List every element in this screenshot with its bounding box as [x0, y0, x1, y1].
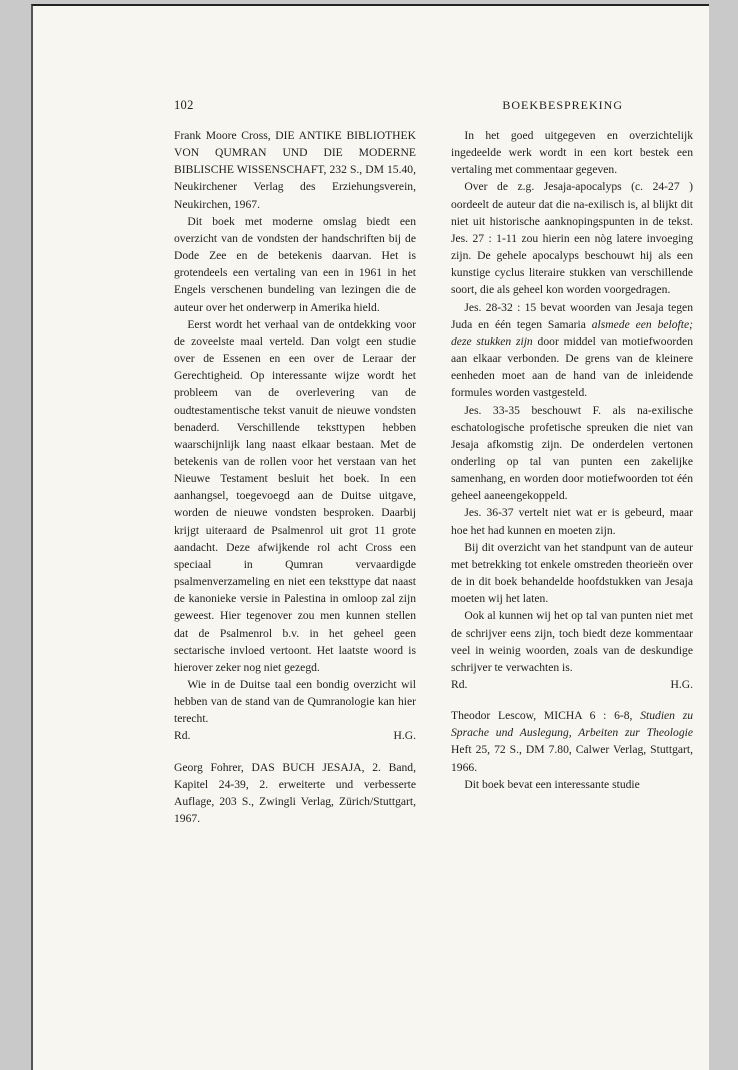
citation-text: Heft 25, 72 S., DM 7.80, Calwer Verlag, Stuttgart, 1966.: [451, 743, 693, 774]
review-paragraph: In het goed uitgegeven en overzichtelijk ingedeelde werk wordt in een kort bestek een vertaling met commentaar gegeven.: [451, 129, 693, 177]
review-paragraph: Over de z.g. Jesaja-apocalyps (c. 24-27 ) oordeelt de auteur dat die na-exilisch is, al blijkt dit niet uit historische aanknopingspunten in de tekst. Jes. 27 : 1-11 zou hierin een nòg latere invoeging zijn. De gehele apocalyps beschouwt hij als een kunstige cyclus literaire stukken van verschillende soort, die als geheel kon worden voorgedragen.: [451, 180, 693, 297]
paragraph-text: Jes. 28-32 : 15 bevat woorden van Jesaja tegen Juda en één tegen Samaria: [451, 300, 693, 331]
review-paragraph: Dit boek bevat een interessante studie: [464, 777, 640, 791]
review-paragraph: Dit boek met moderne omslag biedt een overzicht van de vondsten der handschriften bij de Dode Zee en de betekenis daarvan. Het is grotendeels een vertaling van een in 1961 in het Engels verschenen bundeling van lezingen die de auteur over het onderwerp in Amerika hield.: [174, 214, 416, 314]
review-paragraph: Eerst wordt het verhaal van de ontdekking voor de zoveelste maal verteld. Dan volgt een studie over de Essenen en een over de Leraar der Gerechtigheid. Op interessante wijze wordt het probleem van de overlevering van de oudtestamentische tekst vanuit de nieuwe vondsten benaderd. Verschillende teksttypen hebben waarschijnlijk lang naast elkaar bestaan. Met de betekenis van de rollen voor het verstaan van het Nieuwe Testament besluit het boek. In een aanhangsel, toegevoegd aan de Duitse uitgave, worden de nieuwe vondsten besproken. Daarbij krijgt uiteraard de Psalmenrol uit grot 11 grote aandacht. Deze afwijkende rol acht Cross een speciaal in Qumran vervaardigde psalmenverzameling en niet een teksttype dat naast de kanonieke versie in Palestina in omloop zal zijn geweest. Hier tegenover zou men kunnen stellen dat de Psalmenrol b.v. in het geheel geen sectarische invloed vertoont. Het laatste woord is hierover zeker nog niet gezegd.: [174, 317, 416, 674]
running-head: BOEKBESPREKING: [502, 98, 623, 112]
review-citation-cross: Frank Moore Cross, DIE ANTIKE BIBLIOTHEK VON QUMRAN UND DIE MODERNE BIBLISCHE WISSENSCHAFT, 232 S., DM 15.40, Neukirchener Verlag des Erziehungsverein, Neukirchen, 1967.: [174, 129, 416, 211]
review-paragraph: Bij dit overzicht van het standpunt van de auteur met betrekking tot enkele omstreden theorieën over de in dit boek behandelde hoofdstukken van Jesaja moeten wij het laten.: [451, 540, 693, 606]
citation-text: Theodor Lescow, MICHA 6 : 6-8,: [451, 709, 633, 723]
review-paragraph: Jes. 36-37 vertelt niet wat er is gebeurd, maar hoe het had kunnen en moeten zijn.: [451, 506, 693, 537]
review-citation-lescow: [451, 707, 693, 776]
review-paragraph: [451, 299, 693, 402]
signature-rd: Rd.: [174, 729, 191, 743]
left-column: [174, 127, 416, 827]
signature-initials: H.G.: [393, 729, 416, 743]
reviewer-signature: [451, 676, 693, 693]
review-paragraph: Wie in de Duitse taal een bondig overzicht wil hebben van de stand van de Qumranologie kan hier terecht.: [174, 678, 416, 726]
review-citation-fohrer: Georg Fohrer, DAS BUCH JESAJA, 2. Band, Kapitel 24-39, 2. erweiterte und verbesserte Auflage, 203 S., Zwingli Verlag, Zürich/Stuttgart, 1967.: [174, 760, 416, 826]
signature-initials: H.G.: [670, 678, 693, 691]
book-page: [31, 4, 709, 1070]
citation-series-italic: Studien zu Sprache und Auslegung, Arbeiten zur Theologie: [451, 709, 694, 740]
signature-rd: Rd.: [451, 678, 468, 691]
review-paragraph: Ook al kunnen wij het op tal van punten niet met de schrijver eens zijn, toch biedt deze kommentaar veel in weinig woorden, zoals van de deskundige schrijver te verwachten is.: [451, 609, 693, 674]
review-paragraph: Jes. 33-35 beschouwt F. als na-exilische eschatologische profetische spreuken die niet van Jesaja afkomstig zijn. De onderdelen vertonen onderling op tal van punten een zakelijke samenhang, en worden door motiefwoorden tot één geheel aaneengekoppeld.: [451, 403, 693, 503]
paragraph-italic-text: alsmede een belofte; deze stukken zijn: [451, 317, 693, 348]
reviewer-signature: [174, 727, 416, 744]
right-column: [451, 127, 693, 793]
page-number: 102: [174, 98, 194, 112]
paragraph-text: door middel van motiefwoorden aan elkaar verbonden. De grens van de kleinere eenheden moet aan de hand van de inleidende formules worden vastgesteld.: [451, 334, 693, 400]
